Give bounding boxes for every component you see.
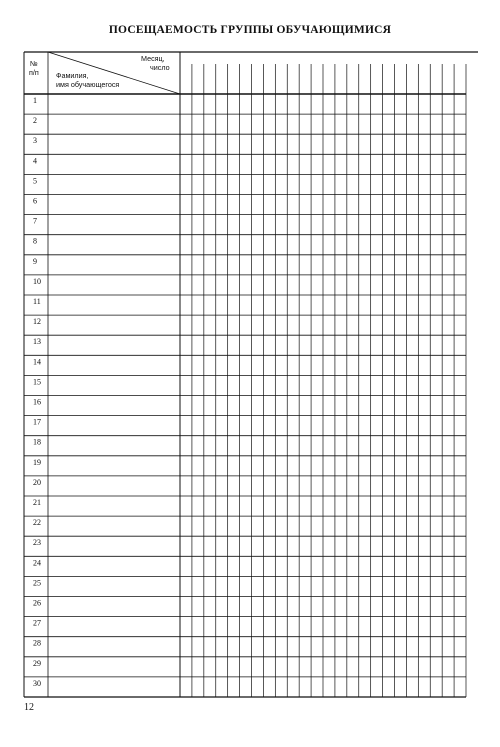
- row-number: 6: [33, 196, 37, 206]
- row-number: 13: [33, 337, 41, 347]
- row-number: 3: [33, 136, 37, 146]
- row-number: 23: [33, 538, 41, 548]
- row-number: 22: [33, 518, 41, 528]
- row-number: 4: [33, 156, 37, 166]
- row-number: 11: [33, 297, 41, 306]
- row-number: 27: [33, 618, 41, 628]
- row-number: 21: [33, 498, 41, 507]
- row-number: 8: [33, 236, 37, 246]
- row-number: 15: [33, 377, 41, 387]
- row-number: 20: [33, 477, 41, 487]
- row-number: 26: [33, 598, 41, 608]
- page-number: 12: [24, 702, 34, 713]
- row-number: 16: [33, 397, 41, 407]
- row-number: 1: [33, 96, 37, 105]
- row-number: 25: [33, 578, 41, 588]
- row-number: 5: [33, 176, 37, 186]
- number-header-line1: №: [30, 59, 38, 68]
- page-title: ПОСЕЩАЕМОСТЬ ГРУППЫ ОБУЧАЮЩИМИСЯ: [108, 24, 392, 36]
- row-number: 29: [33, 658, 41, 668]
- row-number: 12: [33, 317, 41, 327]
- row-number: 28: [33, 638, 41, 648]
- number-header-line2: п/п: [29, 68, 39, 77]
- row-number: 14: [33, 357, 41, 367]
- month-header-line2: число: [150, 63, 170, 72]
- row-number: 17: [33, 417, 41, 427]
- name-header-line2: имя обучающегося: [56, 80, 120, 89]
- month-header-line1: Месяц,: [141, 54, 165, 63]
- row-number: 30: [33, 678, 41, 688]
- row-number: 10: [33, 276, 41, 286]
- row-numbers: [33, 96, 41, 688]
- name-header-line1: Фамилия,: [56, 71, 89, 80]
- row-number: 18: [33, 437, 41, 447]
- table-grid-lines: [24, 52, 478, 697]
- row-number: 9: [33, 256, 37, 266]
- row-number: 19: [33, 457, 41, 467]
- row-number: 7: [33, 216, 37, 226]
- row-number: 2: [33, 116, 37, 126]
- row-number: 24: [33, 558, 41, 568]
